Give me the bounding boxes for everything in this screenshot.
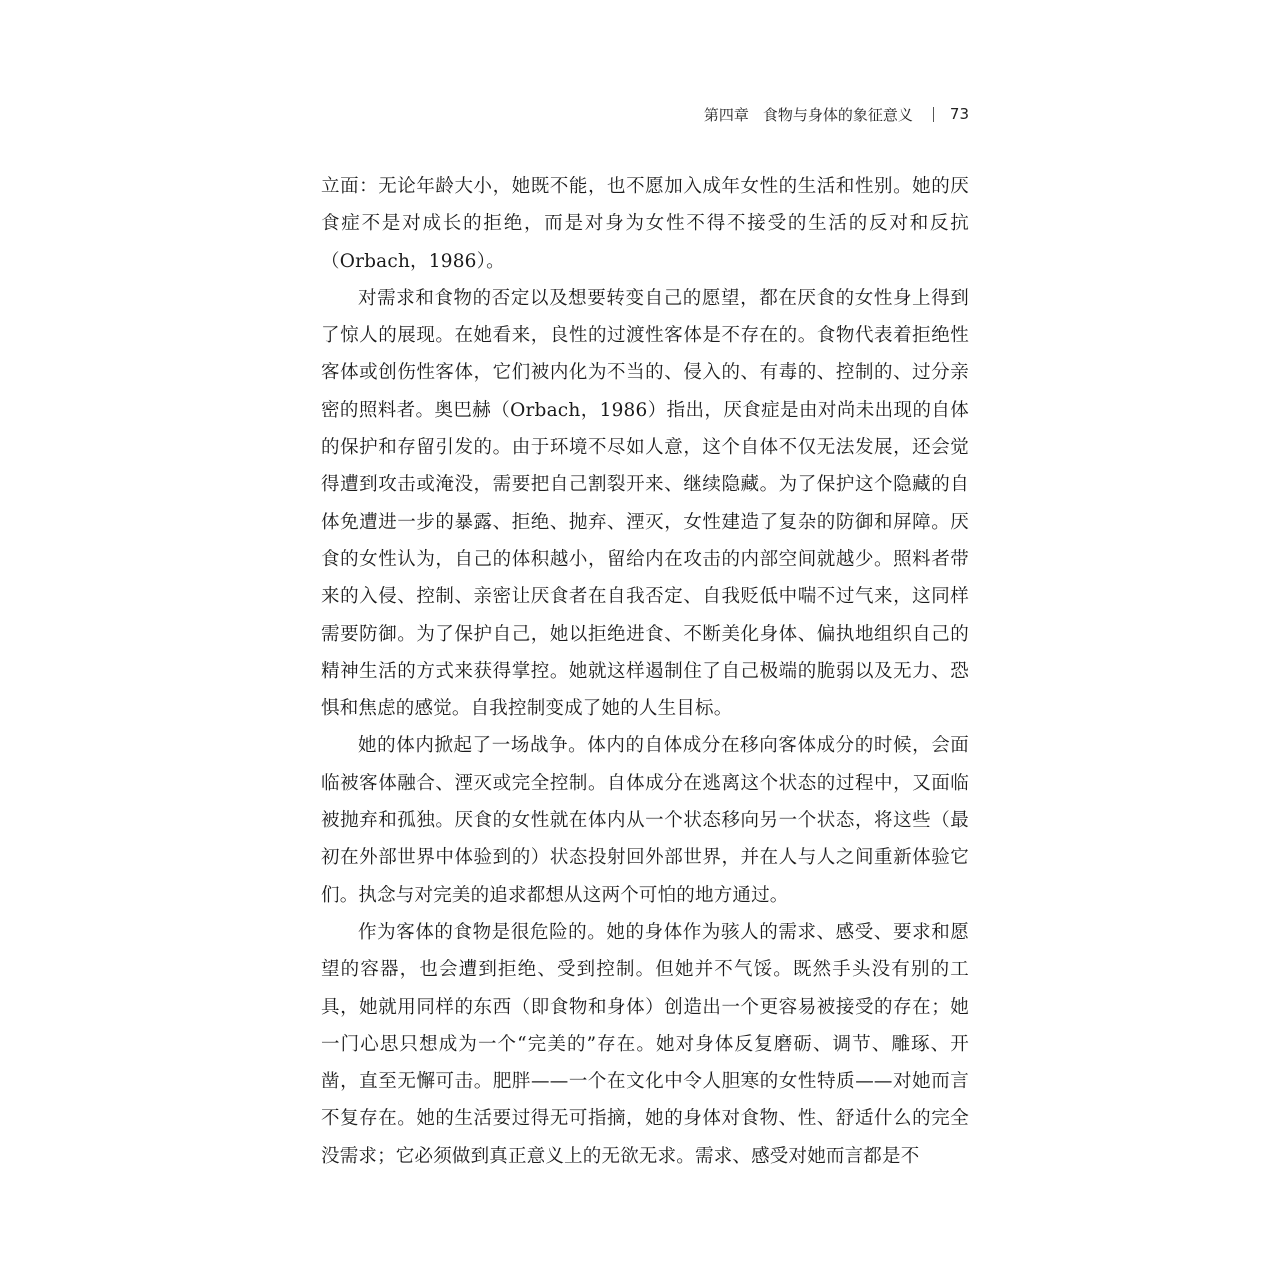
paragraph-4: 作为客体的食物是很危险的。她的身体作为骇人的需求、感受、要求和愿望的容器，也会遭到拒绝、受到控制。但她并不气馁。既然手头没有别的工具，她就用同样的东西（即食物和身体）创造出一个更容易被接受的存在；她一门心思只想成为一个“完美的”存在。她对身体反复磨砺、调节、雕琢、开凿，直至无懈可击。肥胖——一个在文化中令人胆寒的女性特质——对她而言不复存在。她的生活要过得无可指摘，她的身体对食物、性、舒适什么的完全没需求；它必须做到真正意义上的无欲无求。需求、感受对她而言都是不 (321, 921, 969, 1167)
page-number: 73 (949, 105, 969, 123)
chapter-title: 食物与身体的象征意义 (762, 105, 913, 124)
paragraph-1: 立面：无论年龄大小，她既不能，也不愿加入成年女性的生活和性别。她的厌食症不是对成长的拒绝，而是对身为女性不得不接受的生活的反对和反抗（Orbach，1986）。 (321, 176, 969, 272)
paragraph-2: 对需求和食物的否定以及想要转变自己的愿望，都在厌食的女性身上得到了惊人的展现。在她看来，良性的过渡性客体是不存在的。食物代表着拒绝性客体或创伤性客体，它们被内化为不当的、侵入的、有毒的、控制的、过分亲密的照料者。奥巴赫（Orbach，1986）指出，厌食症是由对尚未出现的自体的保护和存留引发的。由于环境不尽如人意，这个自体不仅无法发展，还会觉得遭到攻击或淹没，需要把自己割裂开来、继续隐藏。为了保护这个隐藏的自体免遭进一步的暴露、拒绝、抛弃、湮灭，女性建造了复杂的防御和屏障。厌食的女性认为，自己的体积越小，留给内在攻击的内部空间就越少。照料者带来的入侵、控制、亲密让厌食者在自我否定、自我贬低中喘不过气来，这同样需要防御。为了保护自己，她以拒绝进食、不断美化身体、偏执地组织自己的精神生活的方式来获得掌控。她就这样遏制住了自己极端的脆弱以及无力、恐惧和焦虑的感觉。自我控制变成了她的人生目标。 (321, 287, 969, 720)
body-text (321, 168, 969, 1175)
running-head (321, 96, 969, 132)
chapter-number: 第四章 (703, 105, 749, 124)
book-page (321, 96, 969, 1175)
header-divider (933, 107, 934, 122)
paragraph-3: 她的体内掀起了一场战争。体内的自体成分在移向客体成分的时候，会面临被客体融合、湮灭或完全控制。自体成分在逃离这个状态的过程中，又面临被抛弃和孤独。厌食的女性就在体内从一个状态移向另一个状态，将这些（最初在外部世界中体验到的）状态投射回外部世界，并在人与人之间重新体验它们。执念与对完美的追求都想从这两个可怕的地方通过。 (321, 735, 969, 906)
